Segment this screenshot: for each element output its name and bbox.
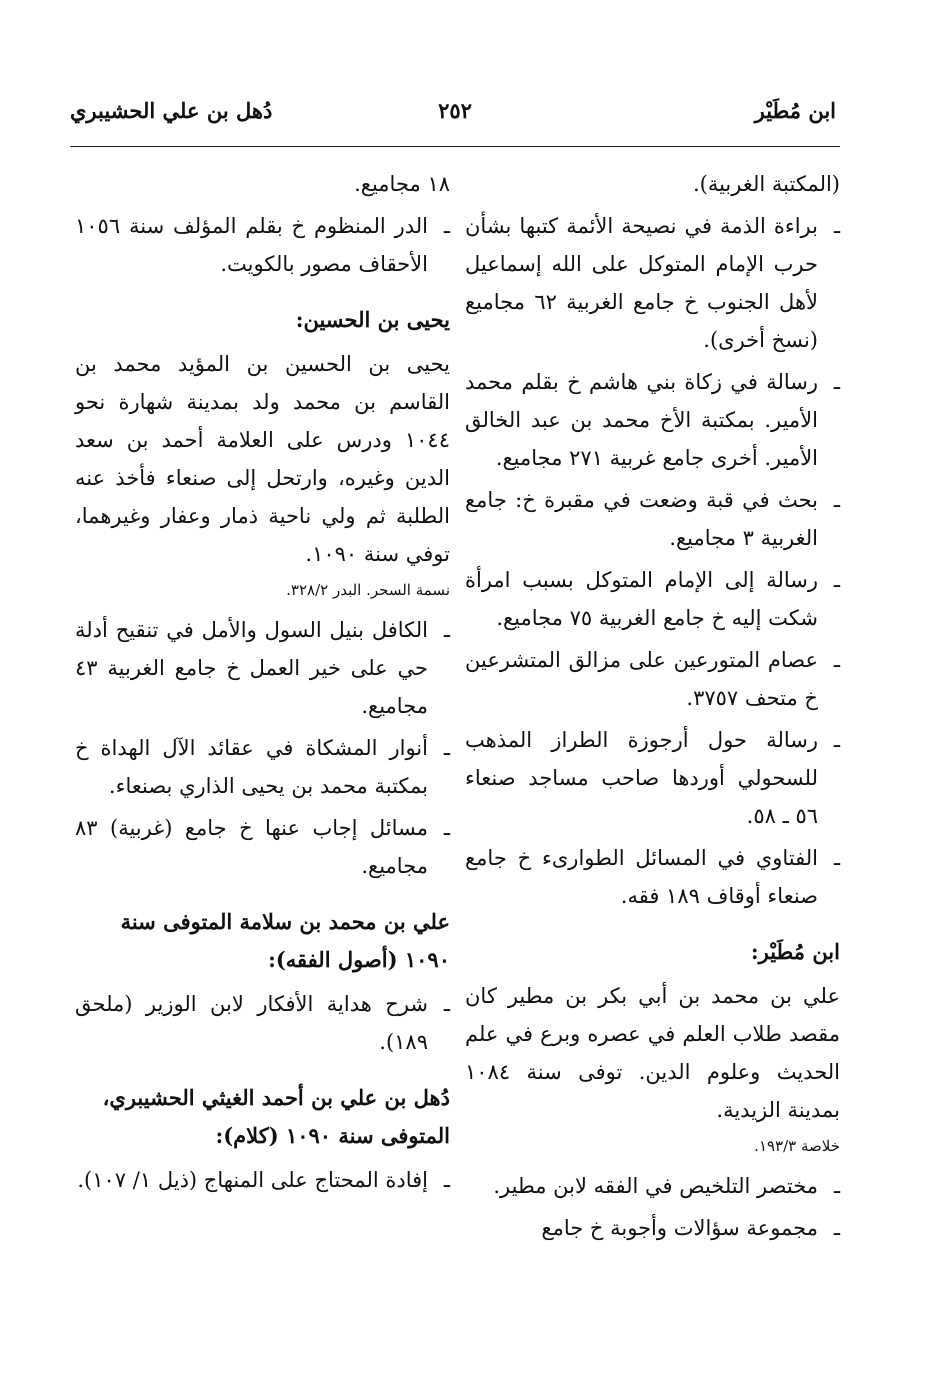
page-number: ٢٥٢ xyxy=(438,98,472,123)
header-last-entry: دُهل بن علي الحشيبري xyxy=(70,98,273,123)
dash-marker: ـ xyxy=(833,648,840,672)
list-item xyxy=(75,1161,450,1199)
running-header xyxy=(70,98,840,138)
continued-text: ١٨ مجاميع. xyxy=(354,172,450,196)
dash-marker: ـ xyxy=(833,488,840,512)
entry-biography: يحيى بن الحسين بن المؤيد محمد بن القاسم بن محمد ولد بمدينة شهارة نحو ١٠٤٤ ودرس على العلامة أحمد بن سعد الدين وغيره، وارتحل إلى صنعاء فأخذ عنه الطلبة ثم ولي ناحية ذمار وعفار وغيرهما، توفي سنة ١٠٩٠. xyxy=(75,352,450,566)
list-item xyxy=(465,363,840,477)
entry-heading: دُهل بن علي بن أحمد الغيثي الحشيبري، المتوفى سنة ١٠٩٠ (كلام): xyxy=(102,1085,450,1148)
dash-marker: ـ xyxy=(833,728,840,752)
list-item-text: براءة الذمة في نصيحة الأئمة كتبها بشأن حرب الإمام المتوكل على الله إسماعيل لأهل الجنوب خ جامع الغربية ٦٢ مجاميع (نسخ أخرى). xyxy=(465,214,819,352)
list-item-text: الدر المنظوم خ بقلم المؤلف سنة ١٠٥٦ الأحقاف مصور بالكويت. xyxy=(75,214,428,276)
entry-heading: علي بن محمد بن سلامة المتوفى سنة ١٠٩٠ (أصول الفقه): xyxy=(120,909,450,972)
dash-marker: ـ xyxy=(833,568,840,592)
list-item-text: رسالة حول أرجوزة الطراز المذهب للسحولي أوردها صاحب مساجد صنعاء ٥٦ ـ ٥٨. xyxy=(465,728,818,828)
list-item xyxy=(465,721,840,835)
list-item xyxy=(465,207,840,359)
entry-sources: خلاصة ١٩٣/٣. xyxy=(754,1137,840,1155)
dash-marker: ـ xyxy=(833,214,840,238)
list-item-text: أنوار المشكاة في عقائد الآل الهداة خ بمكتبة محمد بن يحيى الذاري بصنعاء. xyxy=(75,736,428,798)
list-item xyxy=(465,839,840,915)
dash-marker: ـ xyxy=(833,370,840,394)
dash-marker: ـ xyxy=(443,736,450,760)
list-item-text: مختصر التلخيص في الفقه لابن مطير. xyxy=(493,1174,818,1198)
dash-marker: ـ xyxy=(443,992,450,1016)
list-item-text: بحث في قبة وضعت في مقبرة خ: جامع الغربية ٣ مجاميع. xyxy=(465,488,818,550)
header-entry-title: ابن مُطَيْر xyxy=(754,98,836,123)
dash-marker: ـ xyxy=(443,816,450,840)
list-item xyxy=(75,207,450,283)
entry-sources: نسمة السحر. البدر ٣٢٨/٢. xyxy=(286,581,450,599)
list-item-text: رسالة إلى الإمام المتوكل بسبب امرأة شكت إليه خ جامع الغربية ٧٥ مجاميع. xyxy=(465,568,818,630)
list-item-text: الكافل بنيل السول والأمل في تنقيح أدلة حي على خير العمل خ جامع الغربية ٤٣ مجاميع. xyxy=(75,618,428,718)
left-column xyxy=(75,165,450,1203)
header-rule xyxy=(70,146,840,147)
list-item xyxy=(75,729,450,805)
entry-heading: يحيى بن الحسين: xyxy=(295,307,450,332)
list-item-text: شرح هداية الأفكار لابن الوزير (ملحق ١٨٩). xyxy=(75,992,428,1054)
list-item-text: مسائل إجاب عنها خ جامع (غربية) ٨٣ مجاميع. xyxy=(75,816,428,878)
continued-text: (المكتبة الغربية). xyxy=(692,172,840,196)
right-column xyxy=(465,165,840,1251)
dash-marker: ـ xyxy=(443,618,450,642)
list-item xyxy=(465,481,840,557)
list-item xyxy=(465,561,840,637)
list-item xyxy=(75,985,450,1061)
entry-biography: علي بن محمد بن أبي بكر بن مطير كان مقصد طلاب العلم في عصره وبرع في علم الحديث وعلوم الدين. توفى سنة ١٠٨٤ بمدينة الزيدية. xyxy=(465,984,840,1122)
list-item xyxy=(465,641,840,717)
list-item-text: إفادة المحتاج على المنهاج (ذيل ١/ ١٠٧). xyxy=(77,1168,428,1192)
dash-marker: ـ xyxy=(833,1174,840,1198)
list-item-text: مجموعة سؤالات وأجوبة خ جامع xyxy=(541,1216,818,1240)
dash-marker: ـ xyxy=(443,214,450,238)
list-item xyxy=(465,1167,840,1205)
entry-heading: ابن مُطَيْر: xyxy=(750,939,840,964)
list-item xyxy=(75,611,450,725)
dash-marker: ـ xyxy=(833,846,840,870)
list-item xyxy=(75,809,450,885)
dash-marker: ـ xyxy=(833,1216,840,1240)
list-item-text: الفتاوي في المسائل الطوارىء خ جامع صنعاء أوقاف ١٨٩ فقه. xyxy=(465,846,818,908)
dash-marker: ـ xyxy=(443,1168,450,1192)
list-item-text: رسالة في زكاة بني هاشم خ بقلم محمد الأمير. بمكتبة الأخ محمد بن عبد الخالق الأمير. أخرى جامع غربية ٢٧١ مجاميع. xyxy=(465,370,818,470)
list-item xyxy=(465,1209,840,1247)
list-item-text: عصام المتورعين على مزالق المتشرعين خ متحف ٣٧٥٧. xyxy=(465,648,818,710)
